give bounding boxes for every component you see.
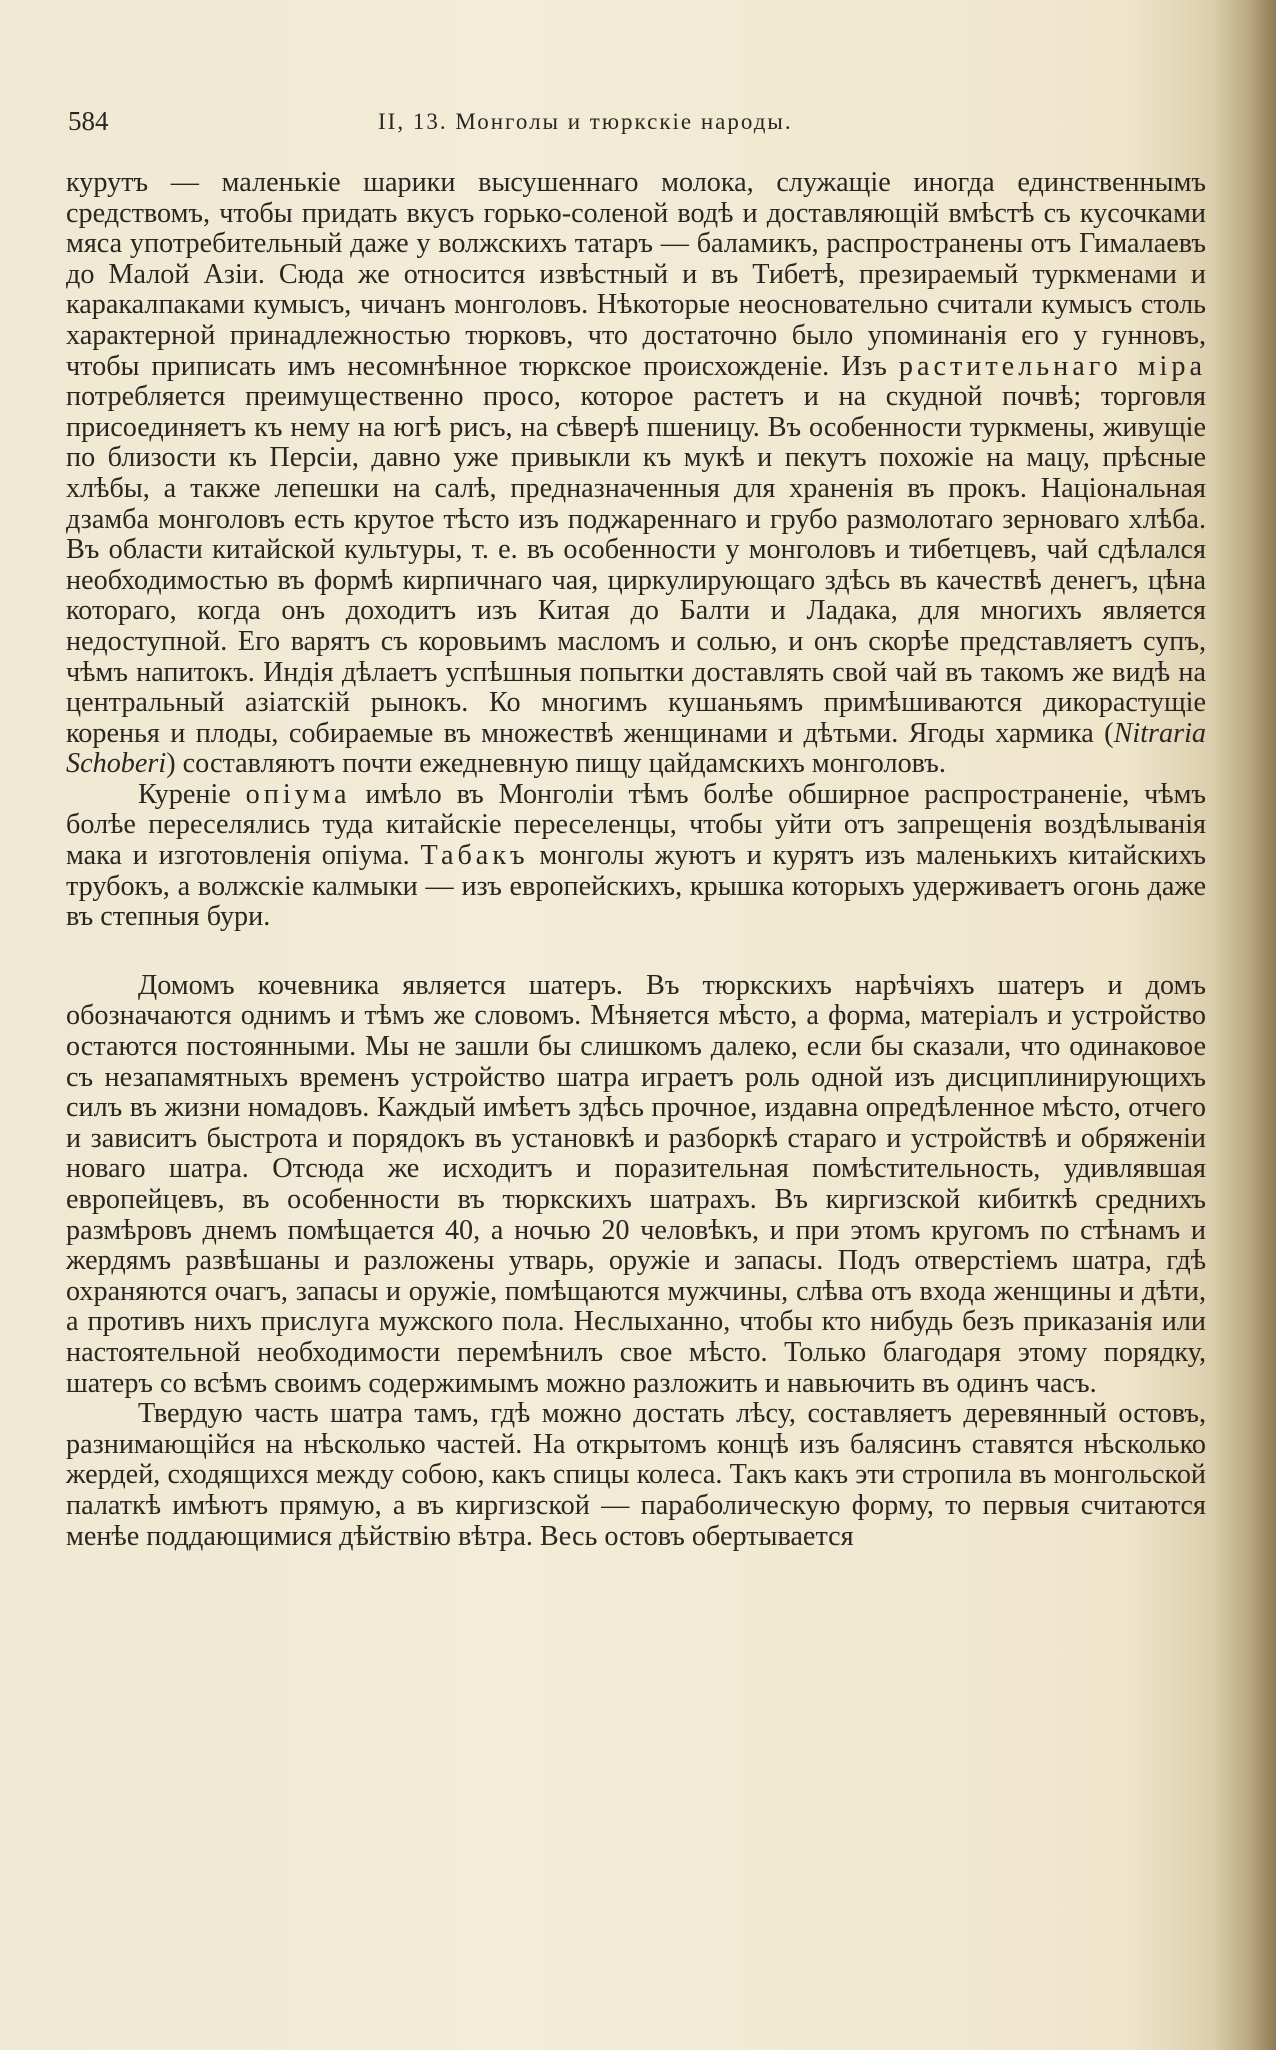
paragraph-tent-frame [66,1399,1206,1552]
page-header [68,106,1202,146]
text-run: Твердую часть шатра тамъ, гдѣ можно достать лѣсу, составляетъ деревянный остовъ, разнимающійся на нѣсколько частей. На открытомъ концѣ изъ балясинъ ставятся нѣсколько жердей, сходящихся между собою, какъ спицы колеса. Такъ какъ эти стропила въ монгольской палаткѣ имѣютъ прямую, а въ киргизской — параболическую форму, то первыя считаются менѣе поддающимися дѣйствію вѣтра. Весь остовъ обертывается [66,1398,1206,1552]
text-run: курутъ — маленькіе шарики высушеннаго молока, служащіе иногда единственнымъ средствомъ, чтобы придать вкусъ горько-соленой водѣ и доставляющій вмѣстѣ съ кусочками мяса употребительный даже у волжскихъ татаръ — баламикъ, распространены отъ Гималаевъ до Малой Азіи. Сюда же относится извѣстный и въ Тибетѣ, презираемый туркменами и каракалпаками кумысъ, чичанъ монголовъ. Нѣкоторые неосновательно считали кумысъ столь характерной принадлежностью тюрковъ, что достаточно было упоминанія его у гунновъ, чтобы приписать имъ несомнѣнное тюркское происхожденіе. Изъ [66,167,1206,382]
text-run: Домомъ кочевника является шатеръ. Въ тюркскихъ нарѣчіяхъ шатеръ и домъ обозначаются однимъ и тѣмъ же словомъ. Мѣняется мѣсто, а форма, матеріалъ и устройство остаются постоянными. Мы не зашли бы слишкомъ далеко, если бы сказали, что одинаковое съ незапамятныхъ временъ устройство шатра играетъ роль одной изъ дисциплинирующихъ силъ въ жизни номадовъ. Каждый имѣетъ здѣсь прочное, издавна опредѣленное мѣсто, отчего и зависитъ быстрота и порядокъ въ установкѣ и разборкѣ стараго и устройствѣ и обряженіи новаго шатра. Отсюда же исходитъ и поразительная помѣстительность, удивлявшая европейцевъ, въ особенности въ тюркскихъ шатрахъ. Въ киргизской кибиткѣ среднихъ размѣровъ днемъ помѣщается 40, а ночью 20 человѣкъ, и при этомъ кругомъ по стѣнамъ и жердямъ развѣшаны и разложены утварь, оружіе и запасы. Подъ отверстіемъ шатра, гдѣ охраняются очагъ, запасы и оружіе, помѣщаются мужчины, слѣва отъ входа женщины и дѣти, а противъ нихъ прислуга мужского пола. Неслыханно, чтобы кто нибудь безъ приказанія или настоятельной необходимости перемѣнилъ свое мѣсто. Только благодаря этому порядку, шатеръ со всѣмъ своимъ содержимымъ можно разложить и навьючить въ одинъ часъ. [66,969,1206,1399]
latin-name: Nitraria Schoberi [66,717,1206,780]
body-text [66,168,1206,1552]
spaced-emphasis: растительнаго міра [898,350,1206,382]
text-run: потребляется преимущественно просо, которое растетъ и на скудной почвѣ; торговля присоединяетъ къ нему на югѣ рисъ, на сѣверѣ пшеницу. Въ особенности туркмены, живущіе по близости къ Персіи, давно уже привыкли къ мукѣ и пекутъ похожіе на мацу, прѣсные хлѣбы, а также лепешки на салѣ, предназначенныя для храненія въ прокъ. Національная дзамба монголовъ есть крутое тѣсто изъ поджареннаго и грубо размолотаго зерноваго хлѣба. Въ области китайской культуры, т. е. въ особенности у монголовъ и тибетцевъ, чай сдѣлался необходимостью въ формѣ кирпичнаго чая, циркулирующаго здѣсь въ качествѣ денегъ, цѣна котораго, когда онъ доходитъ изъ Китая до Балти и Ладака, для многихъ является недоступной. Его варятъ съ коровьимъ масломъ и солью, и онъ скорѣе представляетъ супъ, чѣмъ напитокъ. Индія дѣлаетъ успѣшныя попытки доставлять свой чай въ такомъ же видѣ на центральный азіатскій рынокъ. Ко многимъ кушаньямъ примѣшиваются дикорастущіе коренья и плоды, собираемые въ множествѣ женщинами и дѣтьми. Ягоды хармика ( [66,381,1206,749]
text-run: ) составляютъ почти ежедневную пищу цайдамскихъ монголовъ. [166,748,946,780]
paragraph-opium-tobacco [66,780,1206,933]
paragraph-tent [66,971,1206,1399]
paragraph-food [66,168,1206,780]
spaced-emphasis: опіума [245,778,351,810]
text-run: Куреніе [138,778,246,810]
running-head: II, 13. Монголы и тюркскіе народы. [378,109,793,134]
spaced-emphasis: Табакъ [420,840,529,872]
text-run: имѣло въ Монголіи тѣмъ болѣе обширное распространеніе, чѣмъ болѣе переселялись туда китайскіе переселенцы, чтобы уйти отъ запрещенія воздѣлыванія мака и изготовленія опіума. [66,778,1206,872]
text-run: монголы жуютъ и курятъ изъ маленькихъ китайскихъ трубокъ, а волжскіе калмыки — изъ европейскихъ, крышка которыхъ удерживаетъ огонь даже въ степныя бури. [66,840,1206,933]
section-gap [66,933,1206,971]
page-number: 584 [68,106,109,136]
